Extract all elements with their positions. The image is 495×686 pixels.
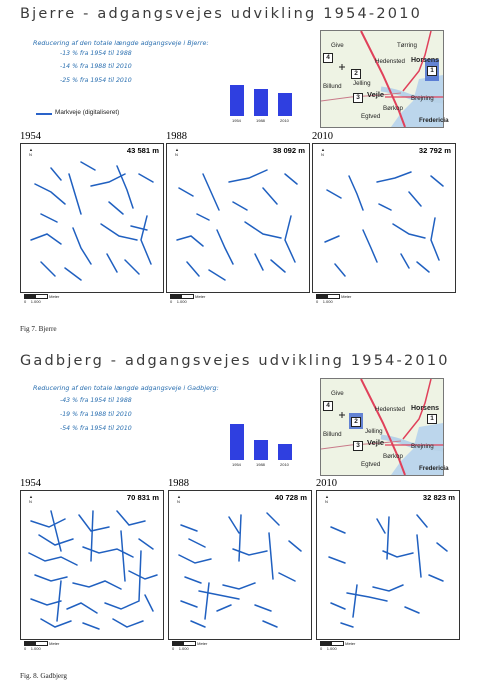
stat-line: -43 % fra 1954 til 1988 [60,397,132,404]
bar-2010 [278,444,292,460]
locator-map [320,378,449,476]
scale-bar: Meter 0 1.000 [24,294,60,305]
year-label: 1954 [20,131,41,142]
bar-1988 [254,440,268,460]
road-length: 43 581 m [126,146,159,155]
place-label: Jelling [353,80,371,87]
place-label: Billund [323,431,342,438]
legend-swatch [36,113,52,115]
place-label: Vejle [367,438,385,447]
bar-1954 [230,85,244,116]
road-network [21,491,163,639]
bar-label: 1954 [232,118,241,123]
place-label: Børkop [383,105,403,112]
place-label: Tørring [397,42,417,49]
year-label: 2010 [312,131,333,142]
bar-1954 [230,424,244,460]
stat-line: -54 % fra 1954 til 2010 [60,425,132,432]
road-length: 32 823 m [422,493,455,502]
road-map-panel [312,143,456,293]
area-badge: 2 [351,417,361,427]
bar-2010 [278,93,292,116]
road-network [169,491,311,639]
figure-caption: Fig. 8. Gadbjerg [20,672,67,680]
road-length: 40 728 m [274,493,307,502]
stat-line: -14 % fra 1988 til 2010 [60,63,132,70]
stat-line: -25 % fra 1954 til 2010 [60,77,132,84]
year-label: 1954 [20,478,41,489]
area-badge: 1 [427,414,437,424]
place-label: Brejning [411,95,434,102]
road-network [21,144,163,292]
road-map-panel [316,490,460,640]
stats-lead: Reducering af den totale længde adgangsveje i Gadbjerg: [33,384,219,392]
north-arrow: ▲ N [177,494,181,504]
scale-bar: Meter 0 1.000 [172,641,208,652]
length-bar-chart [224,84,298,124]
place-label: Egtved [361,113,381,120]
bar-1988 [254,89,268,116]
road-length: 70 831 m [126,493,159,502]
legend-label: Markveje (digitaliseret) [55,109,120,116]
road-length: 38 092 m [272,146,305,155]
area-badge: 3 [353,441,363,451]
area-badge: 3 [353,93,363,103]
bar-label: 2010 [280,118,289,123]
year-label: 2010 [316,478,337,489]
road-map-panel [166,143,310,293]
place-label: Fredericia [419,465,449,472]
north-arrow: ▲ N [175,147,179,157]
scale-bar: Meter 0 1.000 [170,294,206,305]
year-label: 1988 [168,478,189,489]
area-badge: 4 [323,53,333,63]
stat-line: -19 % fra 1988 til 2010 [60,411,132,418]
scale-bar: Meter 0 1.000 [320,641,356,652]
bar-label: 2010 [280,462,289,467]
bar-label: 1988 [256,118,265,123]
road-network [317,491,459,639]
area-badge: 2 [351,69,361,79]
year-label: 1988 [166,131,187,142]
place-label: Hedensted [375,58,405,65]
place-label: Jelling [365,428,383,435]
place-label: Horsens [411,57,440,64]
road-map-panel [20,143,164,293]
road-length: 32 792 m [418,146,451,155]
section-title: Bjerre - adgangsvejes udvikling 1954-2010 [20,6,423,22]
place-label: Hedensted [375,406,405,413]
bar-label: 1954 [232,462,241,467]
place-label: Billund [323,83,342,90]
stats-lead: Reducering af den totale længde adgangsveje i Bjerre: [33,39,209,47]
place-label: Brejning [411,443,434,450]
place-label: Fredericia [419,117,449,124]
scale-bar: Meter 0 1.000 [24,641,60,652]
north-arrow: ▲ N [325,494,329,504]
place-label: Vejle [367,90,385,99]
area-badge: 4 [323,401,333,411]
locator-map [320,30,449,128]
north-arrow: ▲ N [321,147,325,157]
road-network [313,144,455,292]
north-arrow: ▲ N [29,147,33,157]
place-label: Give [331,42,344,49]
section-title: Gadbjerg - adgangsvejes udvikling 1954-2010 [20,353,450,369]
scale-bar: Meter 0 1.000 [316,294,352,305]
road-map-panel [20,490,164,640]
stat-line: -13 % fra 1954 til 1988 [60,50,132,57]
area-badge: 1 [427,66,437,76]
bar-label: 1988 [256,462,265,467]
road-map-panel [168,490,312,640]
road-network [167,144,309,292]
place-label: Horsens [411,405,440,412]
length-bar-chart [224,424,298,468]
north-arrow: ▲ N [29,494,33,504]
place-label: Egtved [361,461,381,468]
place-label: Børkop [383,453,403,460]
figure-caption: Fig 7. Bjerre [20,325,57,333]
place-label: Give [331,390,344,397]
